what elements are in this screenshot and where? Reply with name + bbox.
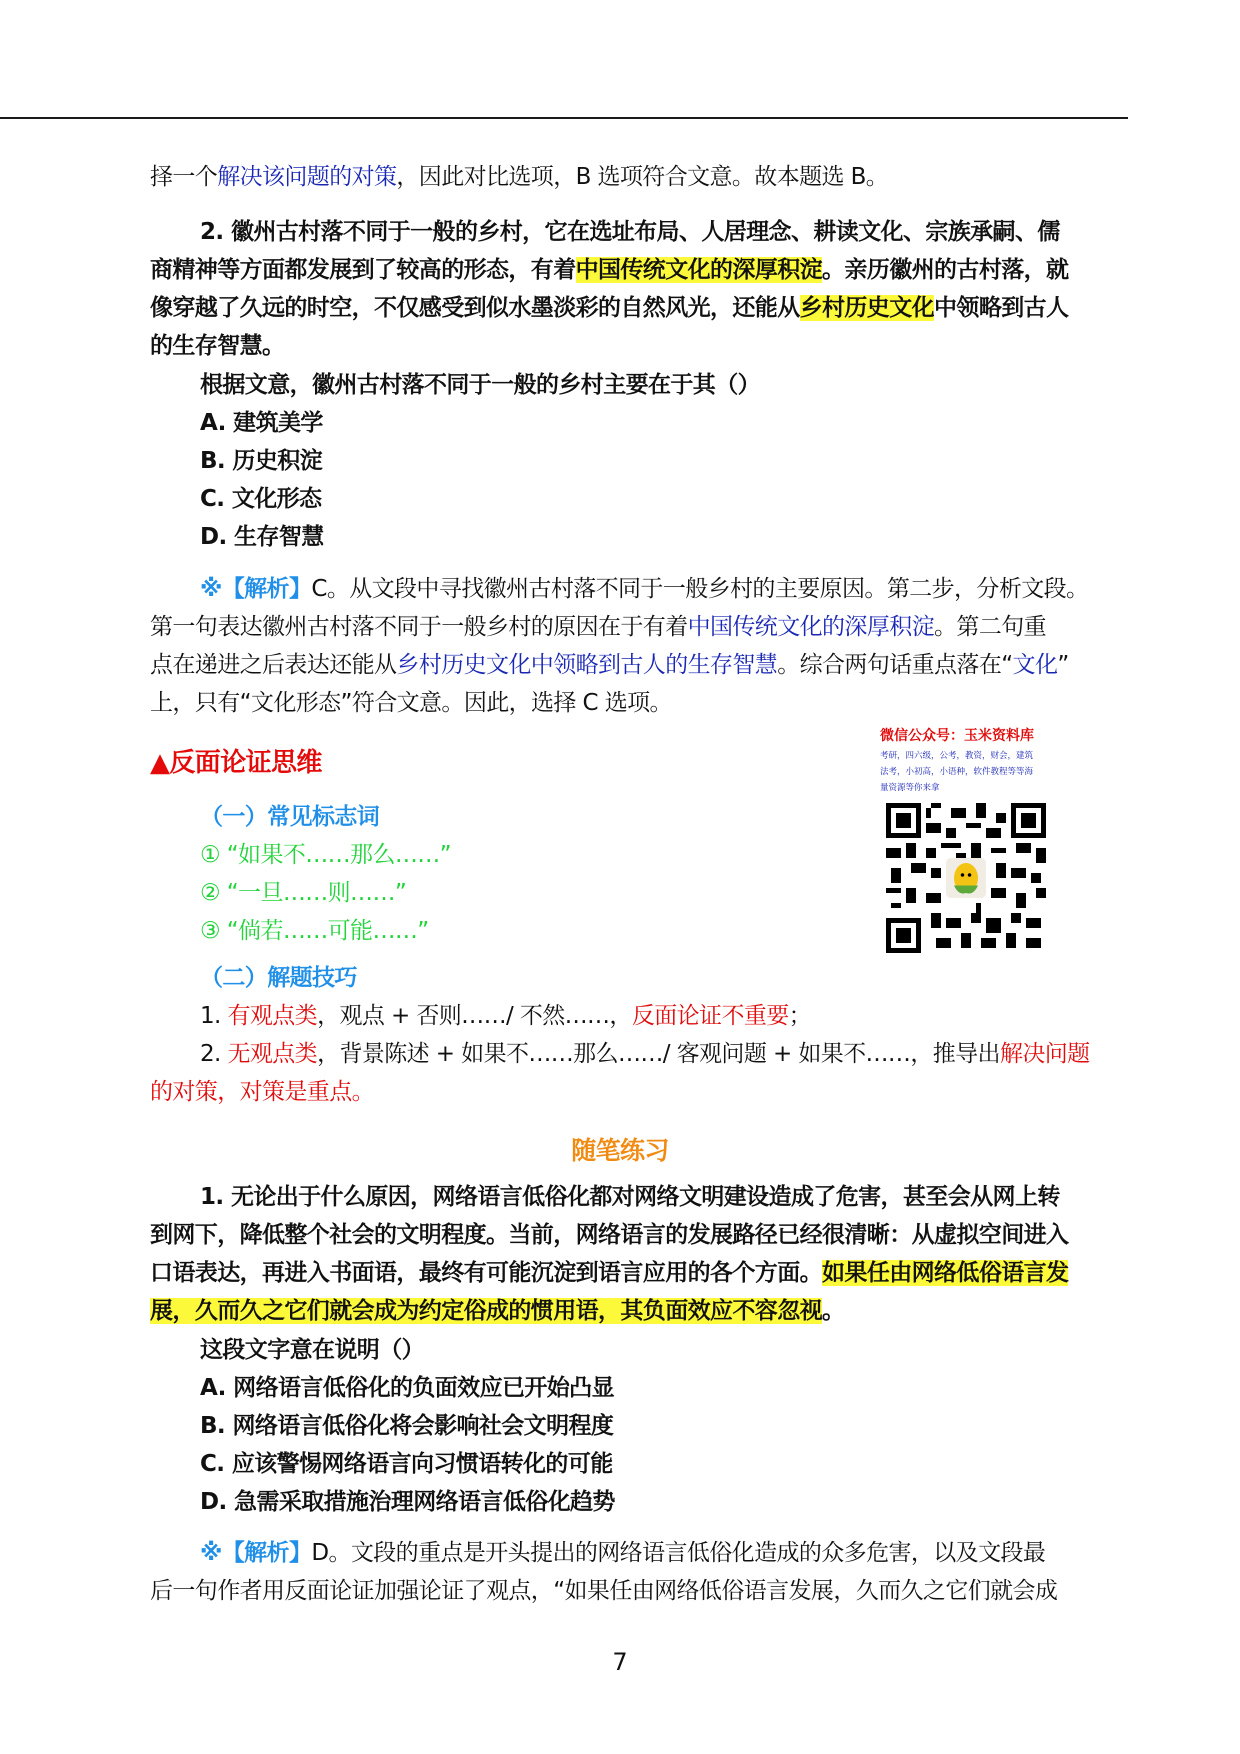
analysis-tag: ※【解析】: [200, 576, 312, 602]
q2-highlight: 中国传统文化的深厚积淀: [575, 257, 823, 283]
qr-sub-3: 量资源等你来拿: [880, 783, 940, 793]
practice-question: 这段文字意在说明（）: [200, 1337, 425, 1363]
q2-option-c: C. 文化形态: [200, 486, 322, 512]
intro-text: 择一个: [150, 164, 218, 190]
qr-code-icon[interactable]: [886, 803, 1046, 953]
intro-blue-text: 解决该问题的对策: [217, 164, 397, 190]
analysis-blue: 中国传统文化的深厚积淀: [687, 614, 935, 640]
tip-red: 有观点类: [227, 1003, 318, 1029]
q2-highlight: 乡村历史文化: [799, 295, 935, 321]
tip-text: 2.: [200, 1041, 228, 1067]
analysis-text: 。综合两句话重点落在“: [777, 652, 1013, 678]
qr-sub-2: 法考，小初高，小语种，软件教程等等海: [880, 767, 1034, 777]
qr-promo: [880, 725, 1060, 955]
q2-analysis-line-3: [150, 650, 1130, 680]
analysis-text: 。第二句重: [934, 614, 1047, 640]
q2-text: 中领略到古人: [934, 295, 1069, 321]
qr-sub-1: 考研，四六级，公考，教资，财会，建筑: [880, 751, 1034, 761]
subsection-tips-title: （二）解题技巧: [200, 965, 357, 991]
tip-2-line-2: 的对策，对策是重点。: [150, 1079, 375, 1105]
q2-text: 像穿越了久远的时空，不仅感受到似水墨淡彩的自然风光，还能从: [150, 295, 800, 321]
q2-text: 商精神等方面都发展到了较高的形态，有着: [150, 257, 576, 283]
intro-text-end: ，因此对比选项，B 选项符合文意。故本题选 B。: [396, 164, 889, 190]
practice-analysis-line-2: 后一句作者用反面论证加强论证了观点，“如果任由网络低俗语言发展，久而久之它们就会成: [150, 1578, 1058, 1604]
tip-red: 反面论证不重要: [631, 1003, 789, 1029]
q2-line-3: [150, 293, 1130, 323]
practice-option-a: A. 网络语言低俗化的负面效应已开始凸显: [200, 1375, 614, 1401]
qr-title: 微信公众号：玉米资料库: [880, 728, 1034, 744]
q2-analysis-line-1: [200, 574, 1130, 604]
tip-1: [200, 1001, 1130, 1031]
practice-text: 。: [822, 1298, 845, 1324]
section-title: ▲反面论证思维: [150, 748, 322, 778]
q2-text: 。亲历徽州的古村落，就: [822, 257, 1069, 283]
q2-line-1: 2. 徽州古村落不同于一般的乡村，它在选址布局、人居理念、耕读文化、宗族承嗣、儒: [200, 219, 1060, 245]
q2-analysis-line-4: 上，只有“文化形态”符合文意。因此，选择 C 选项。: [150, 690, 672, 716]
q2-option-a: A. 建筑美学: [200, 410, 323, 436]
q2-line-4: 的生存智慧。: [150, 333, 285, 359]
practice-option-b: B. 网络语言低俗化将会影响社会文明程度: [200, 1413, 614, 1439]
analysis-text: D。文段的重点是开头提出的网络语言低俗化造成的众多危害，以及文段最: [311, 1540, 1046, 1566]
practice-text: 口语表达，再进入书面语，最终有可能沉淀到语言应用的各个方面。: [150, 1260, 823, 1286]
tip-red: 无观点类: [227, 1041, 318, 1067]
marker-item-2: ② “一旦……则……”: [200, 880, 407, 906]
tip-red: 解决问题: [999, 1041, 1090, 1067]
practice-highlight: 展，久而久之它们就会成为约定俗成的惯用语，其负面效应不容忽视: [150, 1298, 823, 1324]
practice-highlight: 如果任由网络低俗语言发: [822, 1260, 1069, 1286]
page-number: 7: [612, 1648, 628, 1676]
analysis-tag: ※【解析】: [200, 1540, 312, 1566]
analysis-text: ”: [1057, 652, 1069, 678]
analysis-text: C。从文段中寻找徽州古村落不同于一般乡村的主要原因。第二步，分析文段。: [311, 576, 1089, 602]
intro-tail-line: [150, 162, 1130, 192]
marker-item-1: ① “如果不……那么……”: [200, 842, 451, 868]
subsection-markers-title: （一）常见标志词: [200, 804, 380, 830]
practice-line-2: 到网下，降低整个社会的文明程度。当前，网络语言的发展路径已经很清晰：从虚拟空间进入: [150, 1222, 1069, 1248]
practice-option-d: D. 急需采取措施治理网络语言低俗化趋势: [200, 1489, 615, 1515]
q2-option-d: D. 生存智慧: [200, 524, 324, 550]
analysis-text: 点在递进之后表达还能从: [150, 652, 397, 678]
practice-title: 随笔练习: [571, 1136, 669, 1165]
header-rule: [0, 117, 1128, 119]
marker-item-3: ③ “倘若……可能……”: [200, 918, 429, 944]
tip-text: ；: [788, 1003, 812, 1029]
tip-text: ，背景陈述 + 如果不……那么……/ 客观问题 + 如果不……，推导出: [317, 1041, 1000, 1067]
analysis-blue: 文化: [1012, 652, 1058, 678]
q2-line-2: [150, 255, 1130, 285]
practice-line-3: [150, 1258, 1130, 1288]
tip-text: 1.: [200, 1003, 228, 1029]
analysis-blue: 乡村历史文化中领略到古人的生存智慧: [396, 652, 778, 678]
q2-analysis-line-2: [150, 612, 1130, 642]
practice-line-4: [150, 1296, 1130, 1326]
practice-analysis-line-1: [200, 1538, 1130, 1568]
practice-option-c: C. 应该警惕网络语言向习惯语转化的可能: [200, 1451, 613, 1477]
tip-text: ，观点 + 否则……/ 不然……，: [317, 1003, 632, 1029]
tip-2: [200, 1039, 1130, 1069]
q2-question: 根据文意，徽州古村落不同于一般的乡村主要在于其（）: [200, 372, 761, 398]
practice-line-1: 1. 无论出于什么原因，网络语言低俗化都对网络文明建设造成了危害，甚至会从网上转: [200, 1184, 1060, 1210]
analysis-text: 第一句表达徽州古村落不同于一般乡村的原因在于有着: [150, 614, 688, 640]
q2-option-b: B. 历史积淀: [200, 448, 323, 474]
